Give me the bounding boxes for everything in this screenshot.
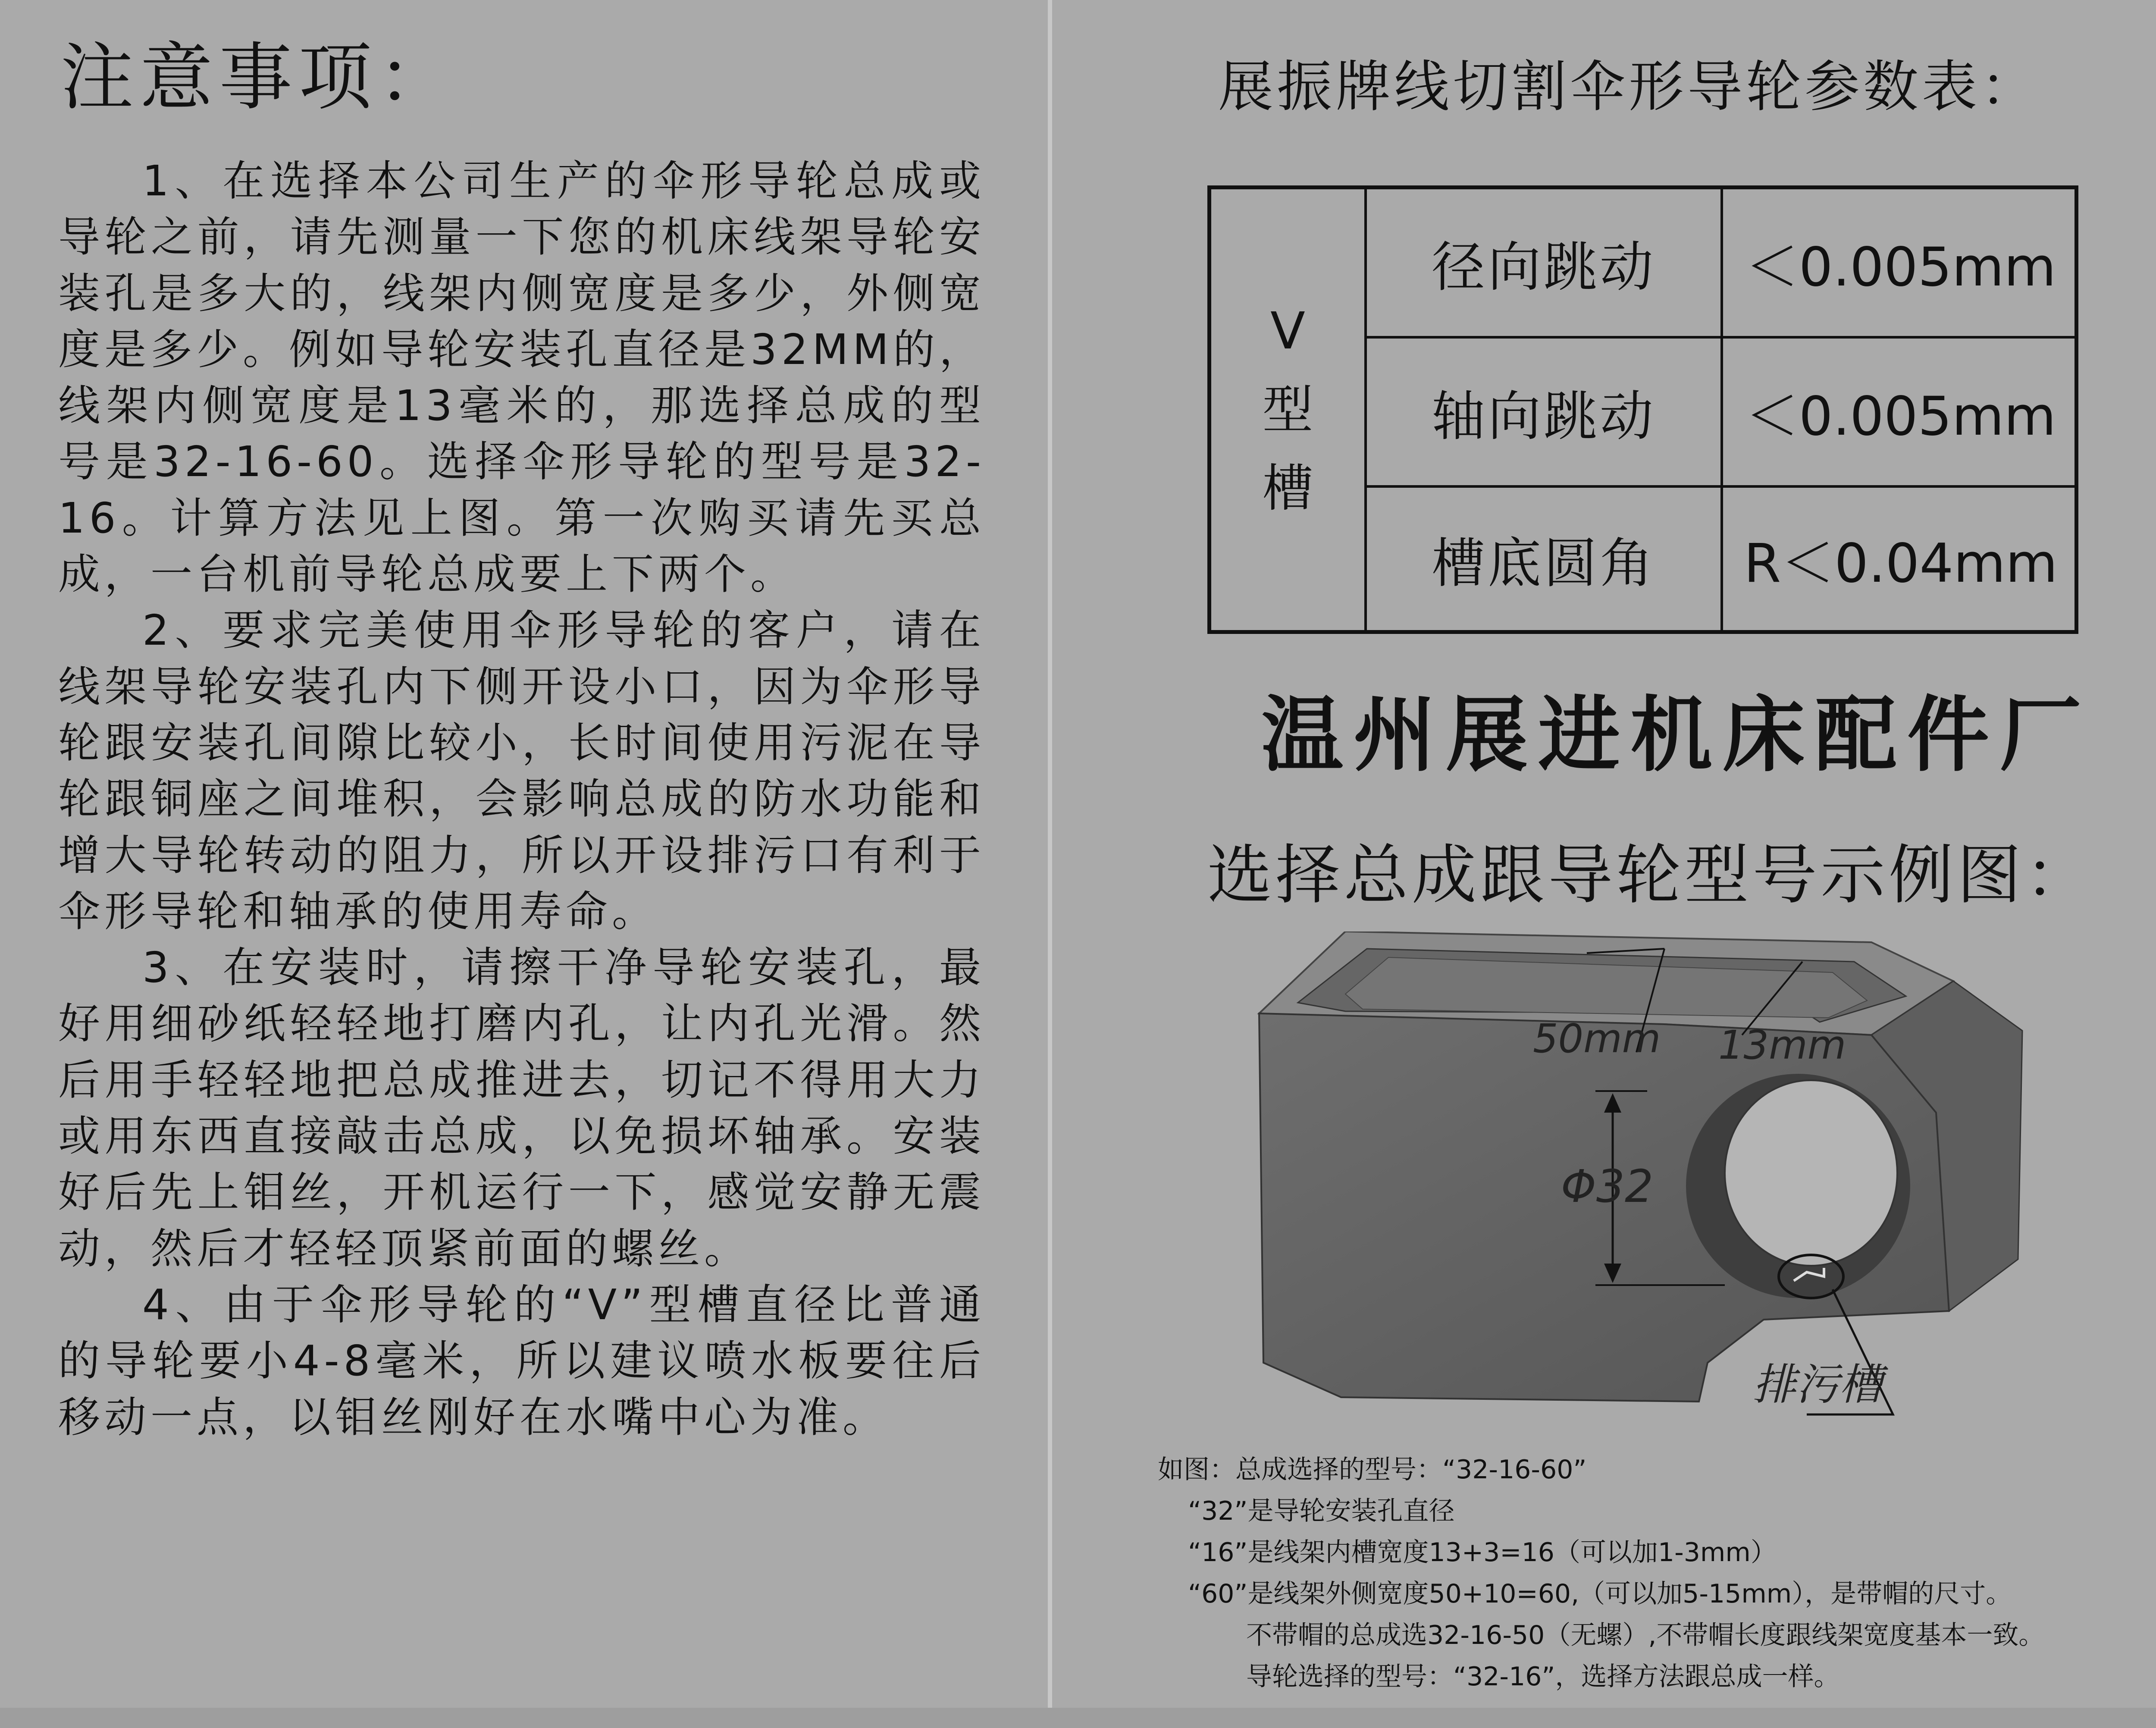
param-value: ＜0.005mm (1745, 386, 2056, 448)
param-value: R＜0.04mm (1744, 533, 2058, 595)
note-item-3: 3、在安装时，请擦干净导轮安装孔，最好用细砂纸轻轻地打磨内孔，让内孔光滑。然后用手轻轻地把总成推进去，切记不得用大力或用东西直接敲击总成，以免损坏轴承。安装好后先上钼丝，开机运行一下，感觉安静无震动，然后才轻轻顶紧前面的螺丝。 (58, 943, 985, 1273)
bottom-edge (0, 1708, 2156, 1728)
example-line: 导轮选择的型号：“32-16”，选择方法跟总成一样。 (1246, 1662, 1840, 1692)
left-page (0, 0, 1048, 1728)
example-line: “32”是导轮安装孔直径 (1188, 1496, 1455, 1526)
wire-frame-diagram (1233, 931, 2139, 1432)
note-item-4: 4、由于伞形导轮的“V”型槽直径比普通的导轮要小4-8毫米，所以建议喷水板要往后移动一点，以钼丝刚好在水嘴中心为准。 (58, 1280, 985, 1442)
example-line: 不带帽的总成选32-16-50（无螺）,不带帽长度跟线架宽度基本一致。 (1246, 1620, 2045, 1650)
param-name: 径向跳动 (1367, 189, 1723, 336)
param-row (1367, 339, 2078, 485)
label-50mm: 50mm (1533, 1016, 1661, 1062)
diagram-title: 选择总成跟导轮型号示例图： (1207, 838, 2093, 913)
v-groove-label (1211, 189, 1367, 630)
param-name: 槽底圆角 (1367, 488, 1723, 630)
page-fold (1048, 0, 1052, 1728)
label-drain-groove: 排污槽 (1753, 1359, 1882, 1410)
mounting-hole (1725, 1080, 1897, 1266)
example-line: 如图：总成选择的型号：“32-16-60” (1158, 1455, 1587, 1485)
label-13mm: 13mm (1718, 1022, 1846, 1068)
v-groove-char: V (1270, 301, 1305, 361)
param-row (1367, 189, 2078, 336)
param-value: ＜0.005mm (1745, 236, 2056, 298)
v-groove-char: 型 (1262, 379, 1313, 439)
example-notes (1158, 1449, 2150, 1697)
note-item-1: 1、在选择本公司生产的伞形导轮总成或导轮之前，请先测量一下您的机床线架导轮安装孔是多大的，线架内侧宽度是多少，外侧宽度是多少。例如导轮安装孔直径是32MM的，线架内侧宽度是13毫米的，那选择总成的型号是32-16-60。选择伞形导轮的型号是32-16。计算方法见上图。第一次购买请先买总成，一台机前导轮总成要上下两个。 (58, 157, 985, 599)
notes-title: 注意事项： (60, 35, 458, 120)
param-name: 轴向跳动 (1367, 339, 1723, 485)
param-row (1367, 488, 2078, 630)
param-table-title: 展振牌线切割伞形导轮参数表： (1218, 55, 2040, 119)
notes-body (58, 153, 985, 1446)
param-table (1207, 185, 2078, 634)
example-line: “16”是线架内槽宽度13+3=16（可以加1-3mm） (1188, 1537, 1777, 1568)
label-diameter: Φ32 (1561, 1160, 1654, 1213)
v-groove-char: 槽 (1262, 458, 1313, 518)
factory-name: 温州展进机床配件厂 (1261, 687, 2092, 783)
example-line: “60”是线架外侧宽度50+10=60,（可以加5-15mm），是带帽的尺寸。 (1188, 1579, 2012, 1609)
note-item-2: 2、要求完美使用伞形导轮的客户，请在线架导轮安装孔内下侧开设小口，因为伞形导轮跟安装孔间隙比较小，长时间使用污泥在导轮跟铜座之间堆积，会影响总成的防水功能和增大导轮转动的阻力，所以开设排污口有利于伞形导轮和轴承的使用寿命。 (58, 606, 985, 936)
